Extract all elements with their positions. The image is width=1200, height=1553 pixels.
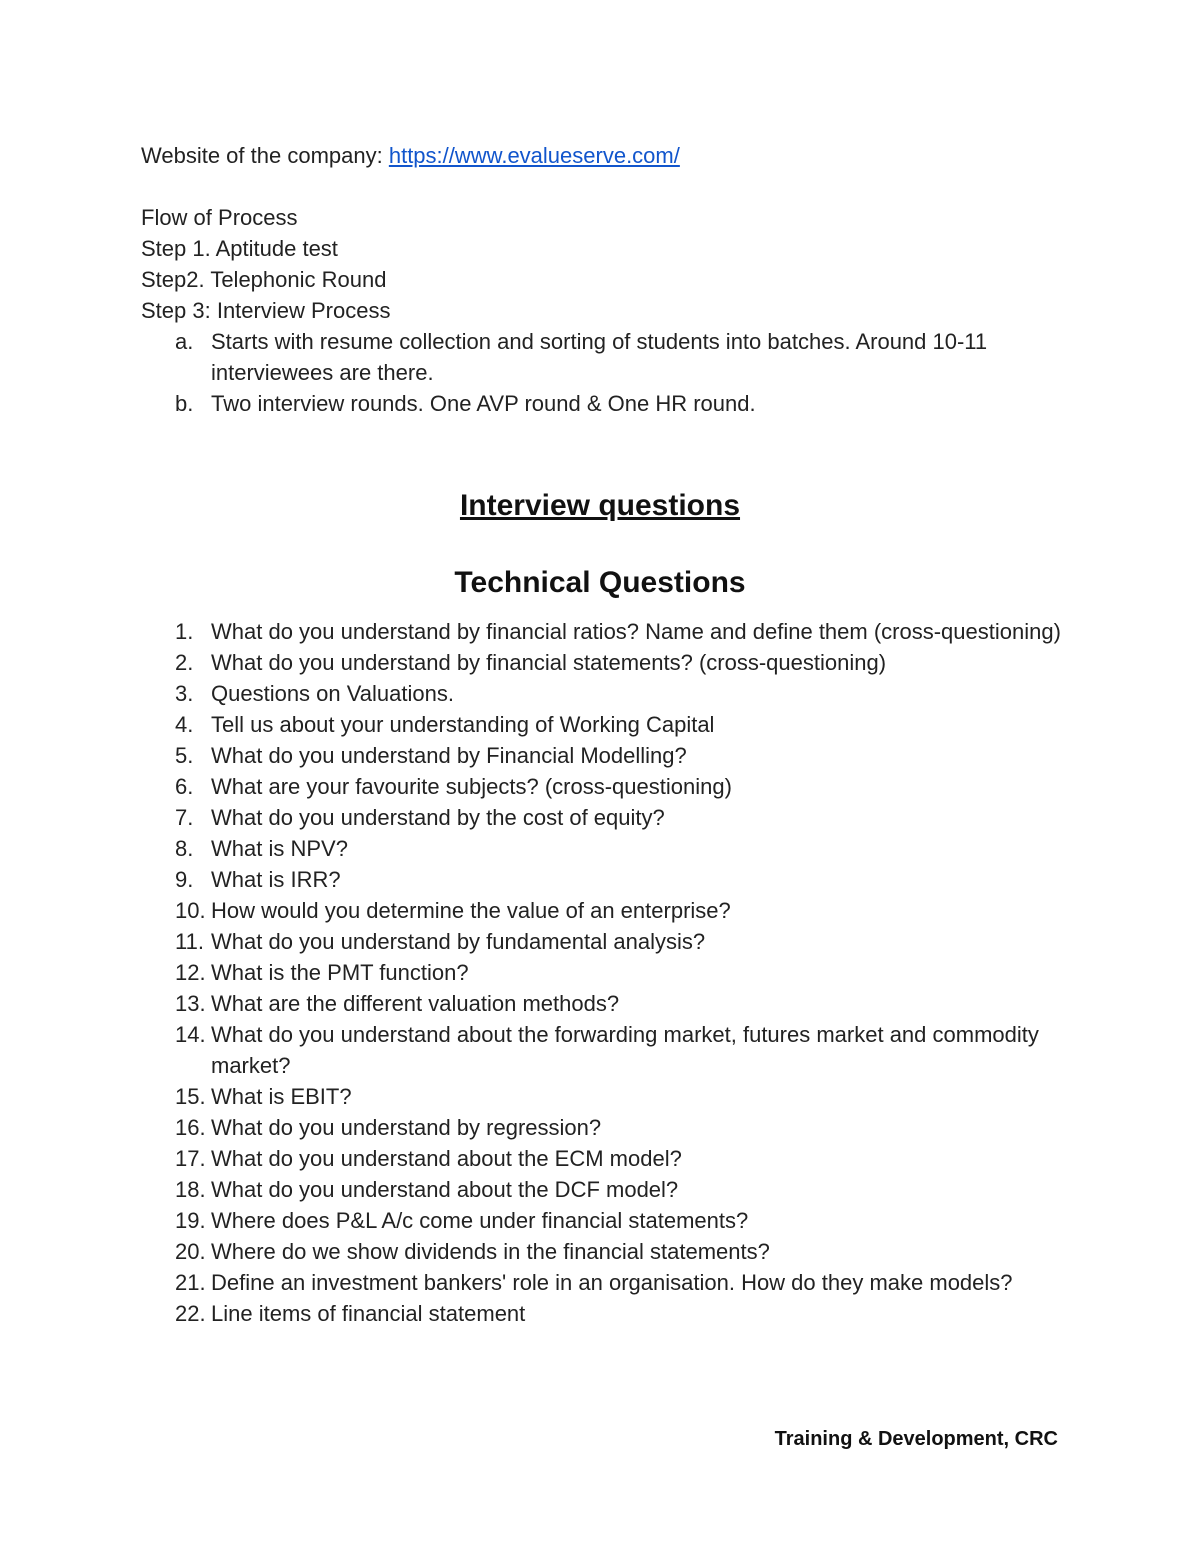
question-text: What do you understand by fundamental analysis? — [211, 929, 706, 954]
question-number: 7. — [175, 805, 194, 830]
question-number: 20. — [175, 1239, 206, 1264]
question-text: What do you understand by regression? — [211, 1115, 602, 1140]
question-text: Tell us about your understanding of Working Capital — [211, 712, 715, 737]
question-item — [141, 802, 1061, 833]
question-item — [141, 1267, 1061, 1298]
question-text: Line items of financial statement — [211, 1301, 526, 1326]
question-item — [141, 895, 1061, 926]
question-item — [141, 1174, 1061, 1205]
step-1: Step 1. Aptitude test — [141, 236, 338, 261]
question-number: 19. — [175, 1208, 206, 1233]
technical-questions-heading: Technical Questions — [454, 566, 746, 599]
question-text: Questions on Valuations. — [211, 681, 454, 706]
question-number: 22. — [175, 1301, 206, 1326]
question-number: 11. — [175, 929, 204, 954]
question-text: What do you understand about the forwarding market, futures market and commodity market? — [211, 1022, 1039, 1078]
intro-section — [141, 140, 1061, 419]
question-text: Where do we show dividends in the financial statements? — [211, 1239, 770, 1264]
question-item — [141, 647, 1061, 678]
question-item — [141, 678, 1061, 709]
question-text: What are your favourite subjects? (cross-questioning) — [211, 774, 732, 799]
question-item — [141, 1112, 1061, 1143]
website-line — [141, 140, 1061, 171]
question-item — [141, 988, 1061, 1019]
question-item — [141, 1081, 1061, 1112]
question-number: 8. — [175, 836, 194, 861]
sub-step-list — [141, 326, 1061, 419]
question-number: 18. — [175, 1177, 206, 1202]
question-text: What do you understand by Financial Modelling? — [211, 743, 687, 768]
sub-step-item — [141, 326, 1061, 388]
question-text: What is the PMT function? — [211, 960, 469, 985]
question-text: What are the different valuation methods? — [211, 991, 620, 1016]
interview-questions-heading — [0, 486, 1200, 526]
sub-step-text: Two interview rounds. One AVP round & One HR round. — [211, 391, 756, 416]
sub-step-marker: a. — [175, 329, 194, 354]
question-number: 10. — [175, 898, 206, 923]
question-number: 6. — [175, 774, 194, 799]
question-text: What do you understand by financial statements? (cross-questioning) — [211, 650, 887, 675]
sub-step-item — [141, 388, 1061, 419]
question-number: 12. — [175, 960, 206, 985]
website-label: Website of the company: — [141, 143, 389, 168]
question-item — [141, 926, 1061, 957]
spacer — [141, 171, 1061, 202]
interview-questions-title: Interview questions — [459, 489, 741, 522]
question-text: What is EBIT? — [211, 1084, 352, 1109]
question-item — [141, 864, 1061, 895]
question-item — [141, 1143, 1061, 1174]
question-number: 15. — [175, 1084, 206, 1109]
question-text: Where does P&L A/c come under financial statements? — [211, 1208, 749, 1233]
question-number: 9. — [175, 867, 194, 892]
question-item — [141, 833, 1061, 864]
question-item — [141, 709, 1061, 740]
question-item — [141, 1019, 1061, 1081]
question-number: 14. — [175, 1022, 206, 1047]
question-item — [141, 957, 1061, 988]
question-number: 21. — [175, 1270, 206, 1295]
flow-title: Flow of Process — [141, 205, 298, 230]
question-number: 1. — [175, 619, 194, 644]
question-item — [141, 1236, 1061, 1267]
question-text: What is IRR? — [211, 867, 341, 892]
question-text: What do you understand about the DCF model? — [211, 1177, 679, 1202]
question-item — [141, 740, 1061, 771]
question-number: 16. — [175, 1115, 206, 1140]
question-item — [141, 1298, 1061, 1329]
question-text: What do you understand by financial ratios? Name and define them (cross-questioning) — [211, 619, 1061, 644]
question-text: What is NPV? — [211, 836, 348, 861]
question-text: What do you understand by the cost of equity? — [211, 805, 665, 830]
question-text: Define an investment bankers' role in an organisation. How do they make models? — [211, 1270, 1013, 1295]
sub-step-text: Starts with resume collection and sorting of students into batches. Around 10-11 interviewees are there. — [211, 329, 988, 385]
question-list — [141, 616, 1061, 1329]
question-text: What do you understand about the ECM model? — [211, 1146, 682, 1171]
step-3: Step 3: Interview Process — [141, 298, 391, 323]
step-2: Step2. Telephonic Round — [141, 267, 387, 292]
question-number: 3. — [175, 681, 194, 706]
question-item — [141, 1205, 1061, 1236]
question-number: 2. — [175, 650, 194, 675]
website-link[interactable]: https://www.evalueserve.com/ — [388, 143, 680, 168]
question-item — [141, 616, 1061, 647]
question-number: 4. — [175, 712, 194, 737]
question-item — [141, 771, 1061, 802]
question-number: 17. — [175, 1146, 206, 1171]
question-number: 13. — [175, 991, 206, 1016]
question-text: How would you determine the value of an enterprise? — [211, 898, 731, 923]
sub-step-marker: b. — [175, 391, 194, 416]
footer-credit: Training & Development, CRC — [774, 1428, 1058, 1450]
question-number: 5. — [175, 743, 194, 768]
